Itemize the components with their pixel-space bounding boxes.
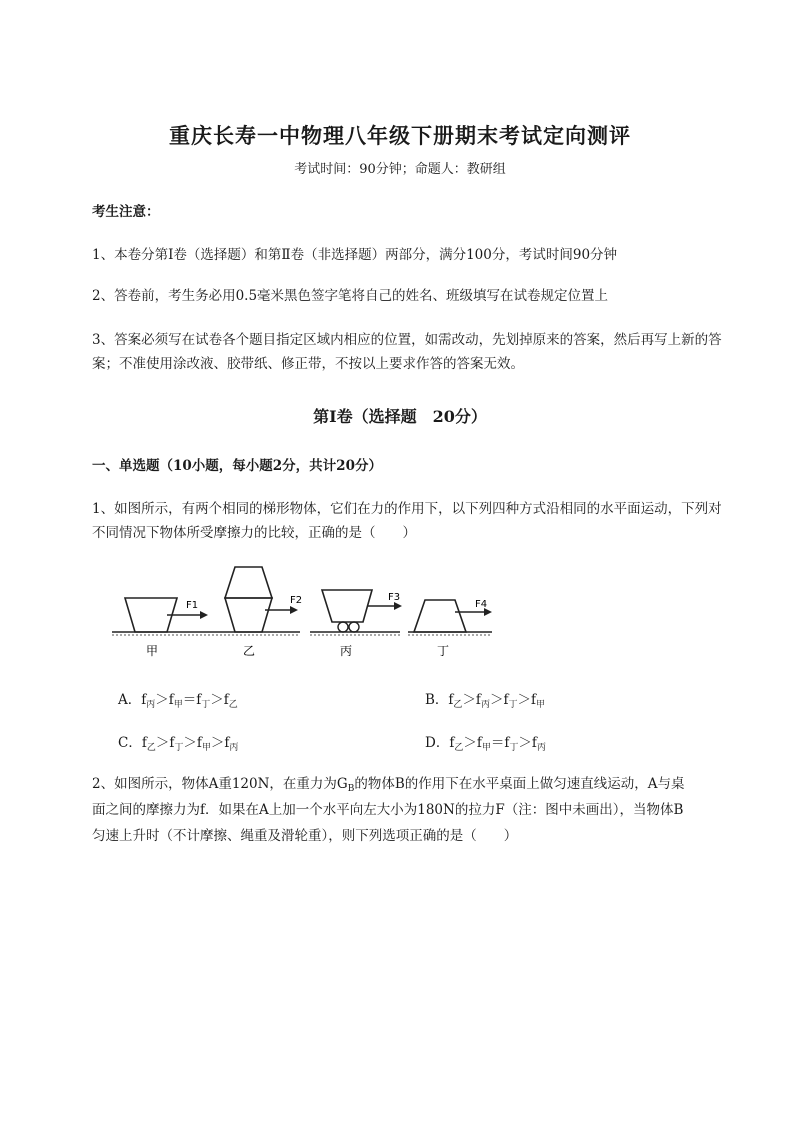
option-c[interactable]: C．$f_乙>f_丁>f_甲>f_丙$ [118,735,239,753]
exam-info: 考试时间：90分钟；命题人：教研组 [294,162,506,177]
question-2-line-1: 2、如图所示，物体A重120N，在重力为$G_B$的物体B的作用下在水平桌面上做匀速直线运动，A与桌 [92,776,685,794]
force-label-3: F3 [388,592,401,603]
option-b[interactable]: B．$f_乙>f_丙>f_丁>f_甲$ [425,692,545,710]
figure-ding [408,599,492,658]
figure-yi [212,567,302,658]
option-a[interactable]: A．$f_丙>f_甲=f_丁>f_乙$ [118,692,238,710]
caption-ding: 丁 [437,644,450,658]
section-title: 第I卷（选择题 20分） [313,407,487,426]
question-2-line-3: 匀速上升时（不计摩擦、绳重及滑轮重），则下列选项正确的是（ ） [92,828,518,844]
figure-bing [310,590,402,658]
question-2-line-2: 面之间的摩擦力为f．如果在A上加一个水平向左大小为180N的拉力F（注：图中未画出），当物体B [92,802,684,818]
figure-jia [112,598,212,658]
page-title: 重庆长寿一中物理八年级下册期末考试定向测评 [169,123,631,148]
force-label-1: F1 [186,600,199,611]
note-item-2: 2、答卷前，考生务必用0.5毫米黑色签字笔将自己的姓名、班级填写在试卷规定位置上 [92,288,609,304]
caption-jia: 甲 [146,644,159,658]
force-label-2: F2 [290,595,303,606]
force-label-4: F4 [475,599,488,610]
part-heading: 一、单选题（10小题，每小题2分，共计20分） [92,458,382,474]
option-d[interactable]: D．$f_乙>f_甲=f_丁>f_丙$ [425,735,546,753]
note-item-1: 1、本卷分第I卷（选择题）和第Ⅱ卷（非选择题）两部分，满分100分，考试时间90分钟 [92,247,618,263]
question-1-stem: 1、如图所示，有两个相同的梯形物体，它们在力的作用下，以下列四种方式沿相同的水平面运动，下列对不同情况下物体所受摩擦力的比较，正确的是（ ） [92,501,722,541]
notes-heading: 考生注意： [92,204,160,220]
caption-yi: 乙 [243,644,256,658]
caption-bing: 丙 [340,644,353,658]
note-item-3: 3、答案必须写在试卷各个题目指定区域内相应的位置，如需改动，先划掉原来的答案，然后再写上新的答案；不准使用涂改液、胶带纸、修正带，不按以上要求作答的答案无效。 [92,332,722,372]
question-1-figure [100,560,520,670]
